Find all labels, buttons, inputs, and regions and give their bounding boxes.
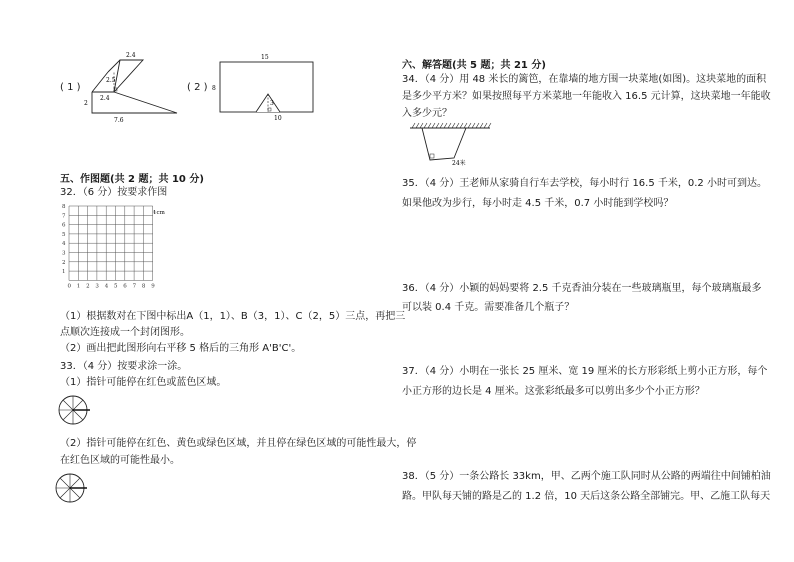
wall-hatch-mark: [468, 123, 471, 128]
grid-x-tick-label: 8: [141, 283, 146, 290]
grid-x-tick-label: 1: [76, 283, 81, 290]
question-33-part-2-line-1: （2）指针可能停在红色、黄色或绿色区域，并且停在绿色区域的可能性最大，停: [60, 438, 417, 449]
figure-1-composite-shape: [84, 48, 189, 128]
spinner-2: [54, 471, 90, 507]
wall-hatch-mark: [480, 123, 483, 128]
figure-1-dim-bottom: 7.6: [114, 117, 124, 124]
figure-2-dim-top: 15: [261, 54, 269, 61]
question-33-part-2-line-2: 在红色区域的可能性最小。: [60, 455, 180, 466]
question-33-part-1: （1）指针可能停在红色或蓝色区域。: [60, 377, 227, 388]
wall-hatch-mark: [412, 123, 415, 128]
grid-x-tick-label: 7: [132, 283, 137, 290]
grid-x-tick-label: 9: [151, 283, 155, 290]
figure-1-dim-height-triangle: 2.5: [106, 77, 116, 84]
figure-1-dim-left: 2: [84, 100, 88, 107]
grid-y-tick-label: 2: [62, 259, 66, 266]
wall-hatch-mark: [488, 123, 491, 128]
question-38-line-2: 路。甲队每天铺的路是乙的 1.2 倍，10 天后这条公路全部铺完。甲、乙施工队每天: [402, 491, 771, 502]
wall-hatch-mark: [484, 123, 487, 128]
wall-hatch-mark: [464, 123, 467, 128]
question-37-line-1: 37．（4 分）小明在一张长 25 厘米、宽 19 厘米的长方形彩纸上剪小正方形，每个: [402, 366, 768, 377]
wall-hatch-mark: [416, 123, 419, 128]
wall-hatch-mark: [456, 123, 459, 128]
figure-2-rectangle-with-notch: [208, 50, 318, 126]
figure-2-label: ( 2 ): [187, 82, 208, 93]
wall-hatch-mark: [432, 123, 435, 128]
grid-x-tick-label: 0: [67, 283, 71, 290]
wall-hatch-mark: [444, 123, 447, 128]
question-35-line-1: 35．（4 分）王老师从家骑自行车去学校，每小时行 16.5 千米，0.2 小时可到达。: [402, 178, 767, 189]
question-32-part-1-line-1: （1）根据数对在下图中标出A（1，1）、B（3，1）、C（2，5）三点，再把三: [60, 311, 406, 322]
figure-1-dim-mid: 2.4: [100, 95, 110, 102]
figure-2-dim-left: 8: [212, 85, 216, 92]
spinner-1: [57, 393, 93, 429]
grid-y-tick-label: 7: [62, 213, 66, 220]
figure-1-dim-top: 2.4: [126, 52, 136, 59]
grid-x-tick-label: 3: [95, 283, 99, 290]
section-5-title: 五、作图题(共 2 题；共 10 分): [60, 174, 204, 185]
wall-hatch-mark: [476, 123, 479, 128]
grid-y-tick-label: 8: [62, 204, 66, 210]
question-38-line-1: 38．（5 分）一条公路长 33km，甲、乙两个施工队同时从公路的两端往中间铺柏油: [402, 471, 771, 482]
grid-y-tick-label: 1: [62, 269, 66, 276]
question-36-line-1: 36．（4 分）小颖的妈妈要将 2.5 千克香油分装在一些玻璃瓶里，每个玻璃瓶最多: [402, 283, 762, 294]
coordinate-grid: [60, 200, 180, 300]
grid-y-tick-label: 5: [62, 231, 66, 238]
question-34-line-2: 是多少平方米？如果按照每平方米菜地一年能收入 16.5 元计算，这块菜地一年能收: [402, 91, 771, 102]
question-36-line-2: 可以装 0.4 千克。需要准备几个瓶子？: [402, 302, 575, 313]
section-6-title: 六、解答题(共 5 题；共 21 分): [402, 60, 546, 71]
grid-unit-label: 1cm: [153, 210, 165, 216]
grid-y-tick-label: 4: [62, 241, 66, 248]
wall-hatch-mark: [436, 123, 439, 128]
figure-1-label: ( 1 ): [60, 82, 81, 93]
question-37-line-2: 小正方形的边长是 4 厘米。这张彩纸最多可以剪出多少个小正方形？: [402, 386, 705, 397]
wall-hatch-mark: [448, 123, 451, 128]
question-34-line-3: 入多少元？: [402, 108, 452, 119]
wall-hatch-mark: [460, 123, 463, 128]
wall-hatch-mark: [452, 123, 455, 128]
question-34-line-1: 34．（4 分）用 48 米长的篱笆，在靠墙的地方围一块菜地(如图)。这块菜地的面积: [402, 74, 767, 85]
figure-2-dim-notch-height: 3: [270, 100, 274, 107]
grid-x-tick-label: 5: [114, 283, 118, 290]
wall-hatch-mark: [428, 123, 431, 128]
wall-hatch-mark: [440, 123, 443, 128]
figure-2-dim-bottom: 10: [274, 115, 282, 122]
grid-x-tick-label: 6: [123, 283, 127, 290]
vegetable-plot-figure: [408, 122, 498, 166]
grid-x-tick-label: 2: [86, 283, 90, 290]
wall-hatch-mark: [472, 123, 475, 128]
wall-hatch-mark: [420, 123, 423, 128]
wall-hatch-mark: [424, 123, 427, 128]
question-32-part-2: （2）画出把此图形向右平移 5 格后的三角形 A'B'C'。: [60, 343, 302, 354]
grid-y-tick-label: 3: [62, 250, 66, 257]
question-35-line-2: 如果他改为步行，每小时走 4.5 千米，0.7 小时能到学校吗？: [402, 198, 674, 209]
vegetable-plot-dim-label: 24米: [452, 160, 466, 166]
grid-x-tick-label: 4: [104, 283, 109, 290]
question-32-part-1-line-2: 点顺次连接成一个封闭图形。: [60, 327, 190, 338]
question-33-heading: 33．（4 分）按要求涂一涂。: [60, 361, 188, 372]
question-32-heading: 32．（6 分）按要求作图: [60, 187, 168, 198]
grid-y-tick-label: 6: [62, 222, 66, 229]
